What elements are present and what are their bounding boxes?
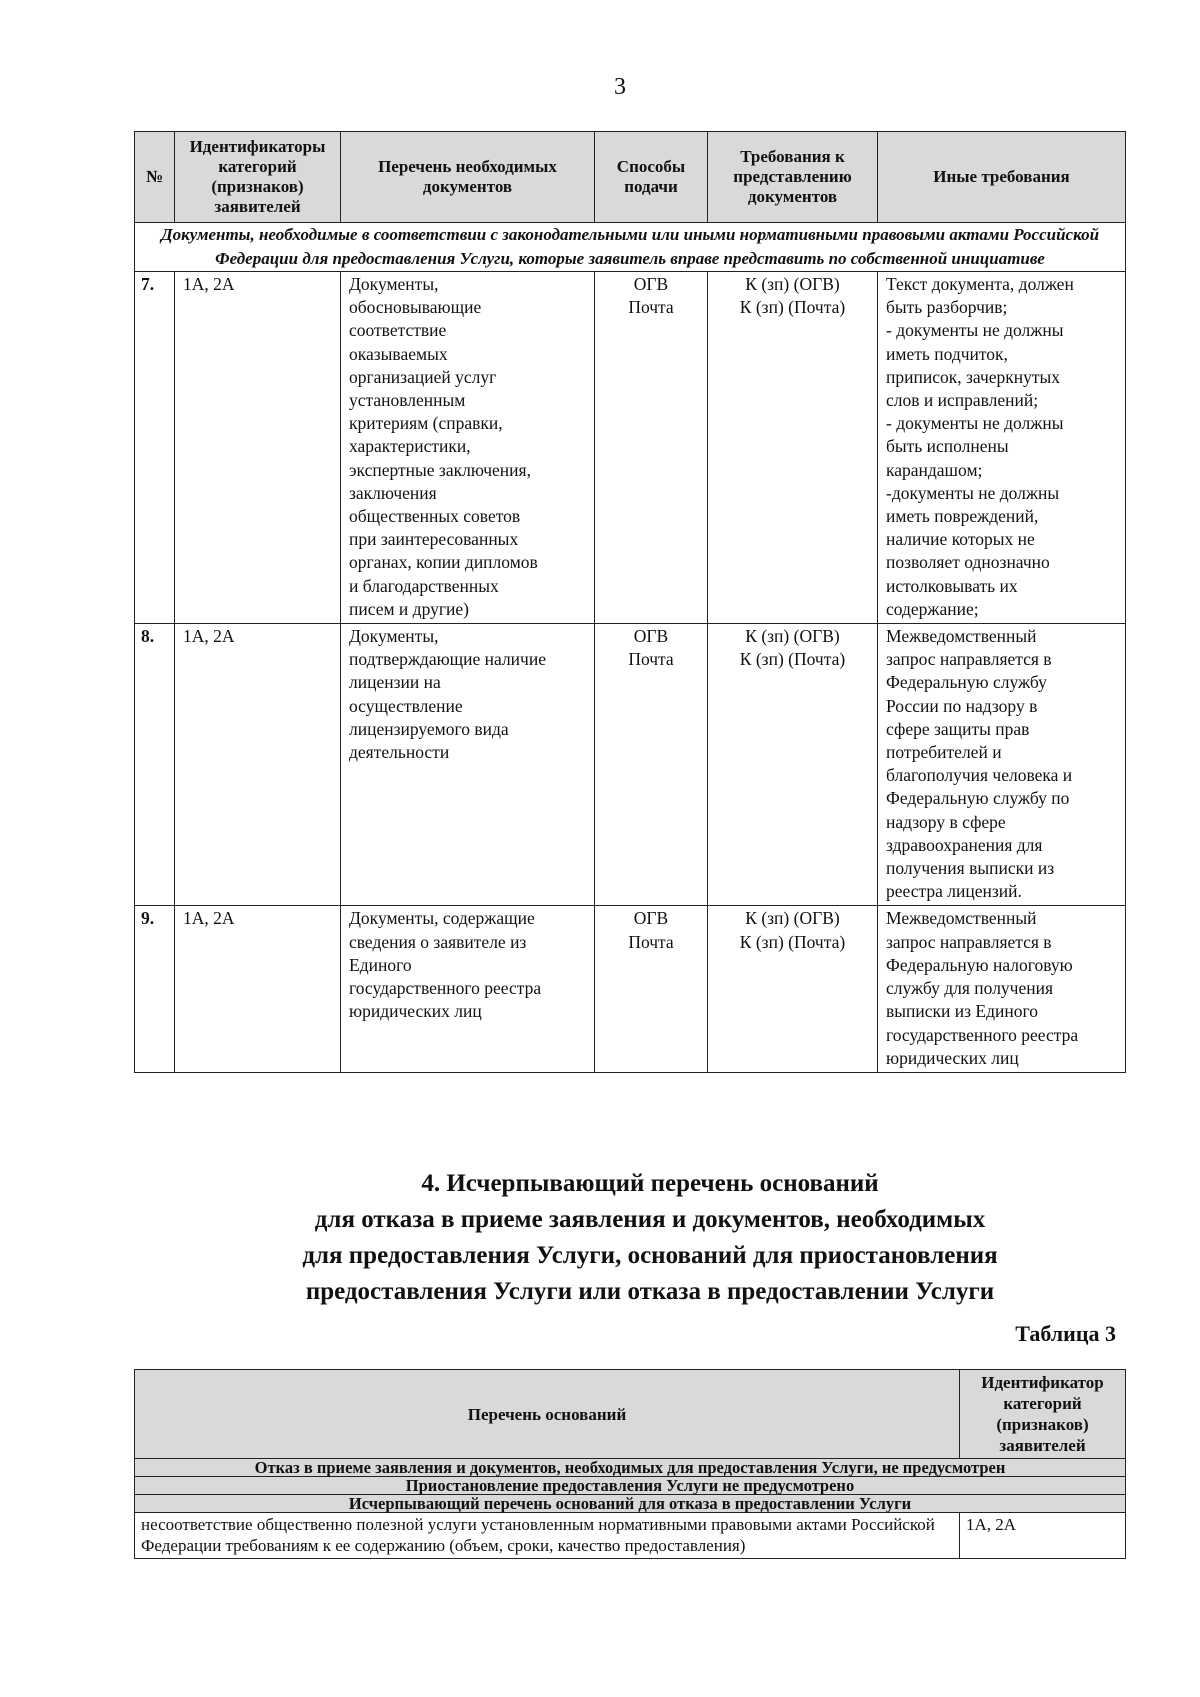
cell-line: карандашом; [886,459,983,480]
cell-line: службу для получения [886,978,1054,999]
page-number: 3 [614,74,626,100]
header-other: Иные требования [878,132,1126,223]
cell-line: Единого [349,954,412,975]
cell-line: лицензии на [349,672,441,693]
cell-line: оказываемых [349,343,448,364]
documents-table [134,131,1126,1073]
cell-line: Документы, [349,626,439,647]
section-4-heading [200,1166,1100,1310]
subheader-row [135,1477,1126,1495]
cell-line: - документы не должны [886,413,1064,434]
cell-line: К (зп) (ОГВ) [745,908,840,929]
cell-line: наличие которых не [886,529,1035,550]
cell-line: Межведомственный [886,626,1037,647]
header-number: № [135,132,175,223]
cell-line: иметь подчиток, [886,343,1008,364]
other-requirements-cell [878,906,1126,1072]
header-methods: Способы подачи [595,132,708,223]
cell-line: Федеральную службу [886,672,1047,693]
documents-cell [341,624,595,906]
heading-line: для отказа в приеме заявления и документов, необходимых [314,1206,986,1233]
categories-cell: 1А, 2А [175,272,341,624]
requirements-cell [708,906,878,1072]
cell-line: сведения о заявителе из [349,931,527,952]
cell-line: подтверждающие наличие [349,649,546,670]
cell-line: организацией услуг [349,366,497,387]
table-label: Таблица 3 [1015,1321,1116,1346]
requirements-cell [708,624,878,906]
cell-line: выписки из Единого [886,1001,1038,1022]
reason-cell: несоответствие общественно полезной услуги установленным нормативными правовыми актами Российской Федерации требованиям к ее содержанию (объем, сроки, качество предоставления) [135,1513,960,1559]
cell-line: Текст документа, должен [886,274,1074,294]
grounds-table [134,1369,1126,1559]
subheader-row [135,1459,1126,1477]
cell-line: писем и другие) [349,598,469,619]
subheader-row [135,1495,1126,1513]
methods-cell [595,624,708,906]
cell-line: характеристики, [349,436,471,457]
cell-line: Документы, [349,274,439,294]
cell-line: Почта [628,297,674,318]
table-header-row [135,1370,1126,1459]
cell-line: осуществление [349,695,463,716]
other-requirements-cell [878,272,1126,624]
methods-cell [595,906,708,1072]
other-requirements-cell [878,624,1126,906]
documents-cell [341,272,595,624]
table-row [135,272,1126,624]
cell-line: Межведомственный [886,908,1037,929]
cell-line: при заинтересованных [349,529,519,550]
table-row [135,624,1126,906]
cell-line: быть исполнены [886,436,1009,457]
cell-line: слов и исправлений; [886,390,1039,411]
cell-line: приписок, зачеркнутых [886,366,1061,387]
cell-line: надзору в сфере [886,811,1006,832]
subheader-refusal-list: Исчерпывающий перечень оснований для отказа в предоставлении Услуги [135,1495,1126,1513]
cell-line: ОГВ [633,626,669,647]
table-row [135,1513,1126,1559]
subheader-suspension: Приостановление предоставления Услуги не предусмотрено [135,1477,1126,1495]
documents-cell [341,906,595,1072]
table-row [135,906,1126,1072]
heading-line: для предоставления Услуги, оснований для приостановления [302,1242,998,1269]
section-title-row [135,223,1126,272]
subheader-refusal-acceptance: Отказ в приеме заявления и документов, необходимых для предоставления Услуги, не предусмотрен [135,1459,1126,1477]
categories-cell: 1А, 2А [960,1513,1126,1559]
cell-line: получения выписки из [886,858,1055,879]
header-grounds: Перечень оснований [135,1370,960,1459]
section-title: Документы, необходимые в соответствии с законодательными или иными нормативными правовыми актами Российской Федерации для предоставления Услуги, которые заявитель вправе представить по собственной инициативе [135,223,1126,272]
methods-cell [595,272,708,624]
cell-line: реестра лицензий. [886,881,1022,902]
cell-line: здравоохранения для [886,834,1043,855]
row-number: 8. [135,624,175,906]
requirements-cell [708,272,878,624]
cell-line: -документы не должны [886,482,1060,503]
cell-line: Почта [628,649,674,670]
cell-line: юридических лиц [349,1001,482,1022]
row-number: 9. [135,906,175,1072]
cell-line: Документы, содержащие [349,908,535,929]
heading-line: предоставления Услуги или отказа в предоставлении Услуги [305,1278,995,1305]
cell-line: общественных советов [349,506,521,527]
cell-line: запрос направляется в [886,649,1052,670]
header-documents: Перечень необходимых документов [341,132,595,223]
cell-line: - документы не должны [886,320,1064,341]
cell-line: запрос направляется в [886,931,1052,952]
cell-line: К (зп) (Почта) [739,931,846,952]
cell-line: позволяет однозначно [886,552,1050,573]
categories-cell: 1А, 2А [175,906,341,1072]
cell-line: обосновывающие [349,297,482,318]
cell-line: Почта [628,931,674,952]
cell-line: деятельности [349,742,450,763]
cell-line: благополучия человека и [886,765,1073,786]
cell-line: ОГВ [633,274,669,294]
cell-line: государственного реестра [886,1024,1079,1045]
header-requirements: Требования к представлению документов [708,132,878,223]
cell-line: соответствие [349,320,447,341]
cell-line: органах, копии дипломов [349,552,538,573]
cell-line: и благодарственных [349,575,499,596]
cell-line: ОГВ [633,908,669,929]
cell-line: К (зп) (Почта) [739,649,846,670]
cell-line: К (зп) (ОГВ) [745,274,840,294]
categories-cell: 1А, 2А [175,624,341,906]
row-number: 7. [135,272,175,624]
cell-line: экспертные заключения, [349,459,531,480]
cell-line: быть разборчив; [886,297,1008,318]
cell-line: иметь повреждений, [886,506,1039,527]
cell-line: истолковывать их [886,575,1018,596]
cell-line: К (зп) (ОГВ) [745,626,840,647]
cell-line: Федеральную налоговую [886,954,1073,975]
cell-line: сфере защиты прав [886,718,1030,739]
header-categories: Идентификатор категорий (признаков) заявителей [960,1370,1126,1459]
header-categories: Идентификаторы категорий (признаков) заявителей [175,132,341,223]
cell-line: государственного реестра [349,978,542,999]
cell-line: лицензируемого вида [349,718,509,739]
table-header-row [135,132,1126,223]
cell-line: установленным [349,390,466,411]
cell-line: критериям (справки, [349,413,503,434]
heading-line: 4. Исчерпывающий перечень оснований [421,1170,879,1197]
cell-line: России по надзору в [886,695,1038,716]
cell-line: юридических лиц [886,1047,1019,1068]
cell-line: потребителей и [886,742,1002,763]
cell-line: содержание; [886,598,979,619]
cell-line: К (зп) (Почта) [739,297,846,318]
cell-line: заключения [349,482,437,503]
cell-line: Федеральную службу по [886,788,1070,809]
